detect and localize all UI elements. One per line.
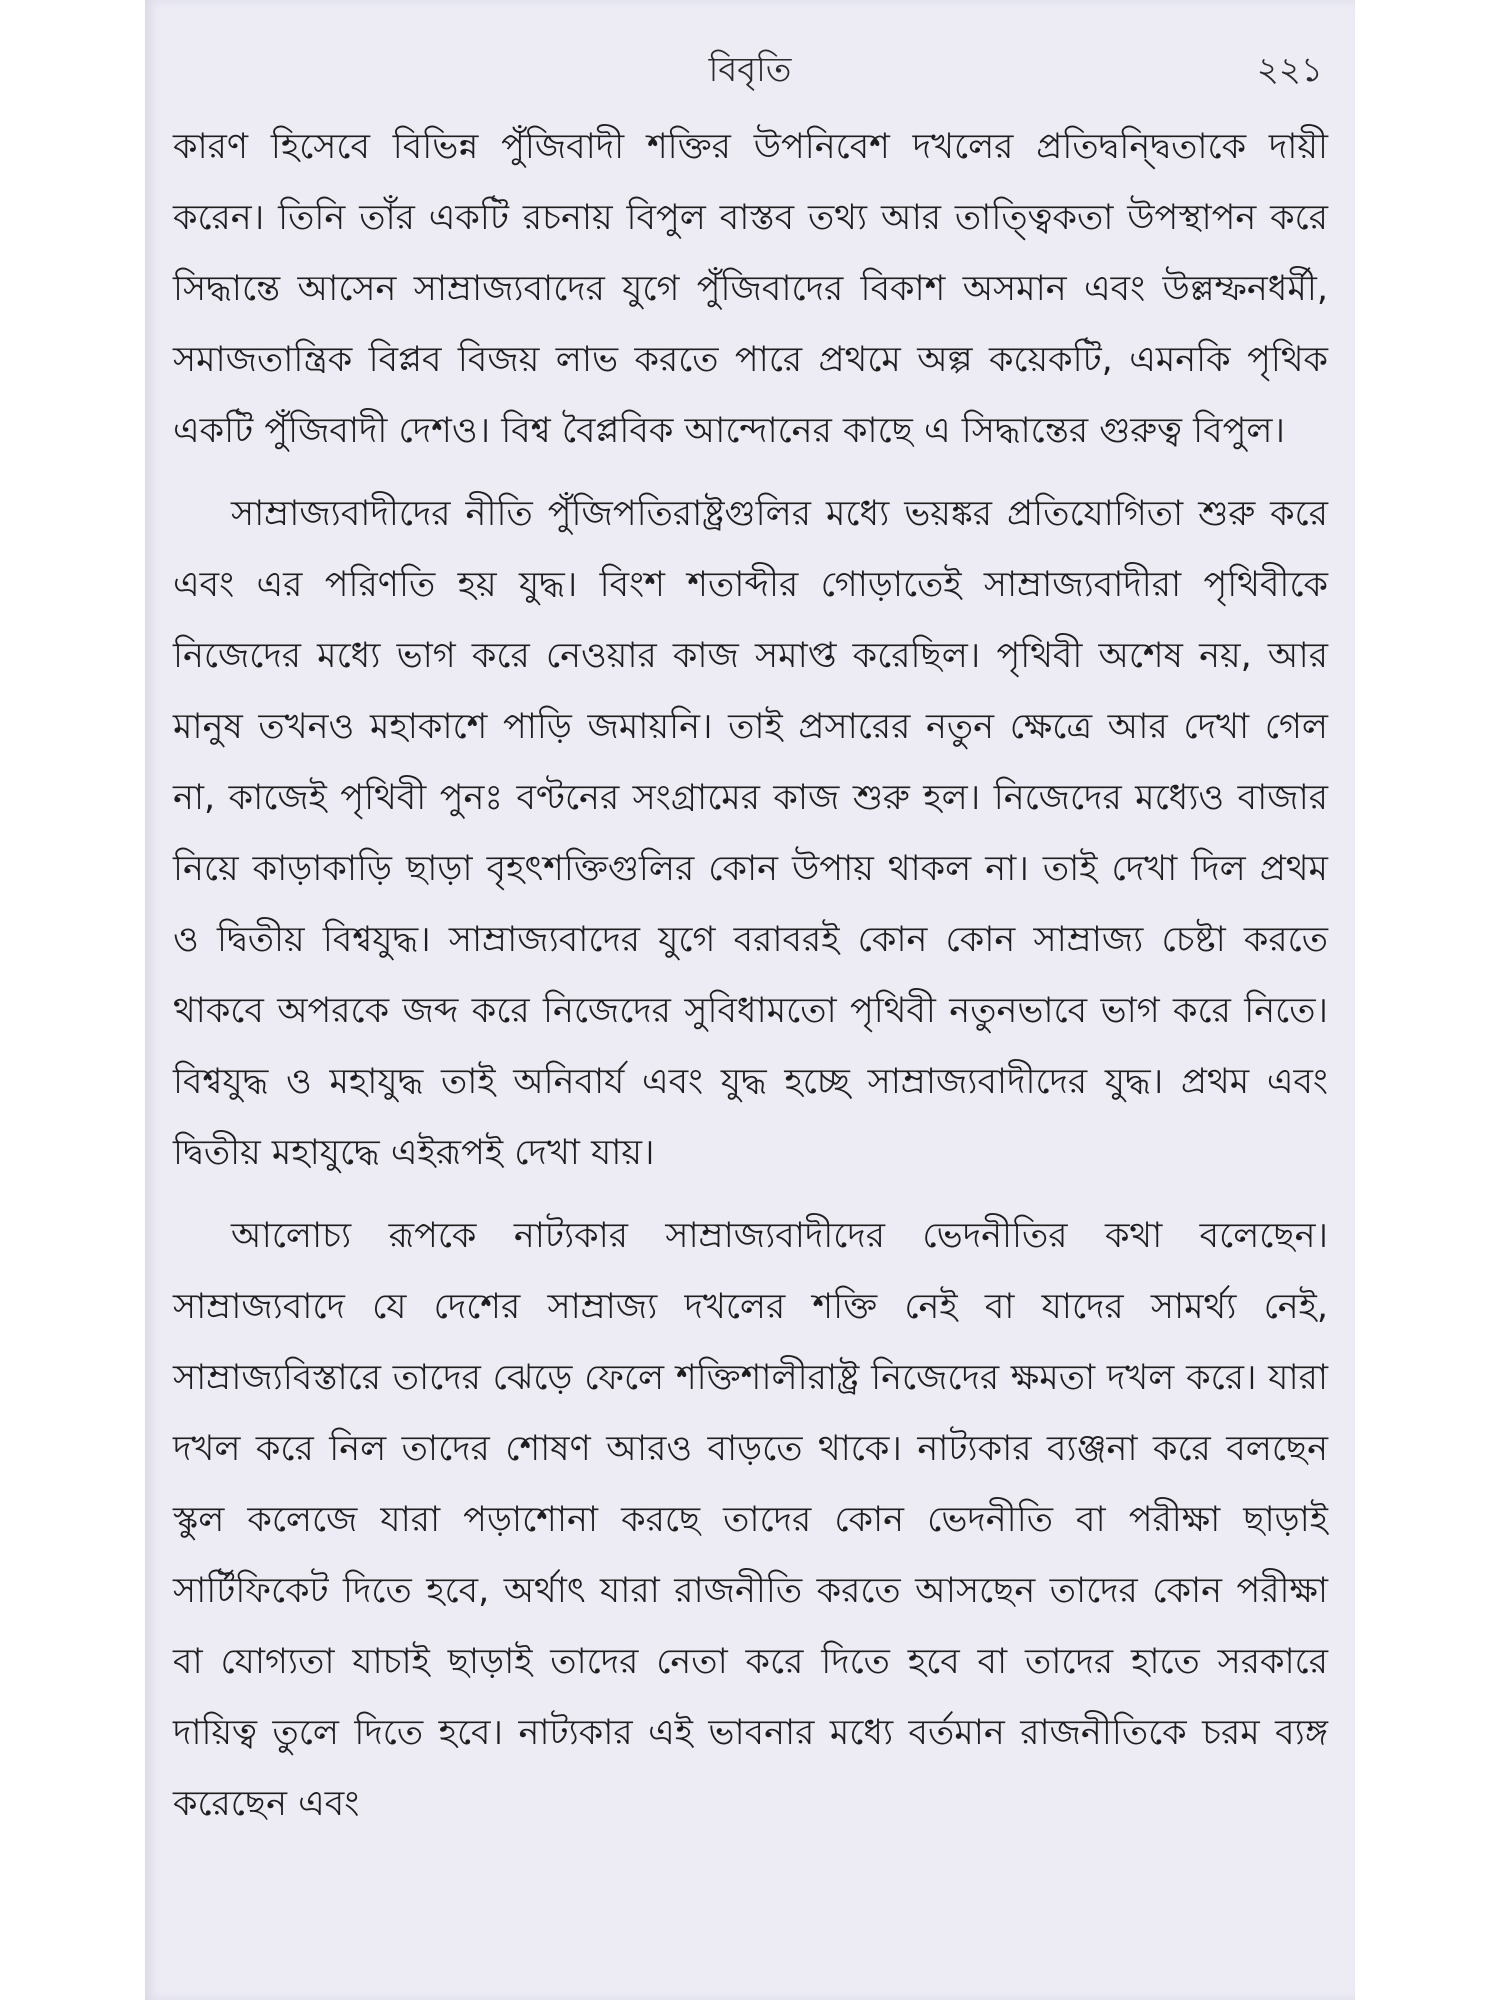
running-head xyxy=(145,40,1355,100)
running-title: বিবৃতি xyxy=(708,50,792,90)
book-page xyxy=(145,0,1355,2000)
paragraph-1: কারণ হিসেবে বিভিন্ন পুঁজিবাদী শক্তির উপনিবেশ দখলের প্রতিদ্বন্দ্বিতাকে দায়ী করেন। তিনি তাঁর একটি রচনায় বিপুল বাস্তব তথ্য আর তাত্ত্বিকতা উপস্থাপন করে সিদ্ধান্তে আসেন সাম্রাজ্যবাদের যুগে পুঁজিবাদের বিকাশ অসমান এবং উল্লম্ফনধর্মী, সমাজতান্ত্রিক বিপ্লব বিজয় লাভ করতে পারে প্রথমে অল্প কয়েকটি, এমনকি পৃথিক একটি পুঁজিবাদী দেশও। বিশ্ব বৈপ্লবিক আন্দোনের কাছে এ সিদ্ধান্তের গুরুত্ব বিপুল। xyxy=(173,127,1328,451)
page-number: ২২১ xyxy=(1256,50,1323,90)
paragraph-2: সাম্রাজ্যবাদীদের নীতি পুঁজিপতিরাষ্ট্রগুলির মধ্যে ভয়ঙ্কর প্রতিযোগিতা শুরু করে এবং এর পরিণতি হয় যুদ্ধ। বিংশ শতাব্দীর গোড়াতেই সাম্রাজ্যবাদীরা পৃথিবীকে নিজেদের মধ্যে ভাগ করে নেওয়ার কাজ সমাপ্ত করেছিল। পৃথিবী অশেষ নয়, আর মানুষ তখনও মহাকাশে পাড়ি জমায়নি। তাই প্রসারের নতুন ক্ষেত্রে আর দেখা গেল না, কাজেই পৃথিবী পুনঃ বণ্টনের সংগ্রামের কাজ শুরু হল। নিজেদের মধ্যেও বাজার নিয়ে কাড়াকাড়ি ছাড়া বৃহৎশক্তিগুলির কোন উপায় থাকল না। তাই দেখা দিল প্রথম ও দ্বিতীয় বিশ্বযুদ্ধ। সাম্রাজ্যবাদের যুগে বরাবরই কোন কোন সাম্রাজ্য চেষ্টা করতে থাকবে অপরকে জব্দ করে নিজেদের সুবিধামতো পৃথিবী নতুনভাবে ভাগ করে নিতে। বিশ্বযুদ্ধ ও মহাযুদ্ধ তাই অনিবার্য এবং যুদ্ধ হচ্ছে সাম্রাজ্যবাদীদের যুদ্ধ। প্রথম এবং দ্বিতীয় মহাযুদ্ধে এইরূপই দেখা যায়। xyxy=(173,494,1328,1173)
body-text xyxy=(173,112,1328,1852)
paragraph-3: আলোচ্য রূপকে নাট্যকার সাম্রাজ্যবাদীদের ভেদনীতির কথা বলেছেন। সাম্রাজ্যবাদে যে দেশের সাম্রাজ্য দখলের শক্তি নেই বা যাদের সামর্থ্য নেই, সাম্রাজ্যবিস্তারে তাদের ঝেড়ে ফেলে শক্তিশালীরাষ্ট্র নিজেদের ক্ষমতা দখল করে। যারা দখল করে নিল তাদের শোষণ আরও বাড়তে থাকে। নাট্যকার ব্যঞ্জনা করে বলছেন স্কুল কলেজে যারা পড়াশোনা করছে তাদের কোন ভেদনীতি বা পরীক্ষা ছাড়াই সার্টিফিকেট দিতে হবে, অর্থাৎ যারা রাজনীতি করতে আসছেন তাদের কোন পরীক্ষা বা যোগ্যতা যাচাই ছাড়াই তাদের নেতা করে দিতে হবে বা তাদের হাতে সরকারে দায়িত্ব তুলে দিতে হবে। নাট্যকার এই ভাবনার মধ্যে বর্তমান রাজনীতিকে চরম ব্যঙ্গ করেছেন এবং xyxy=(173,1216,1328,1824)
